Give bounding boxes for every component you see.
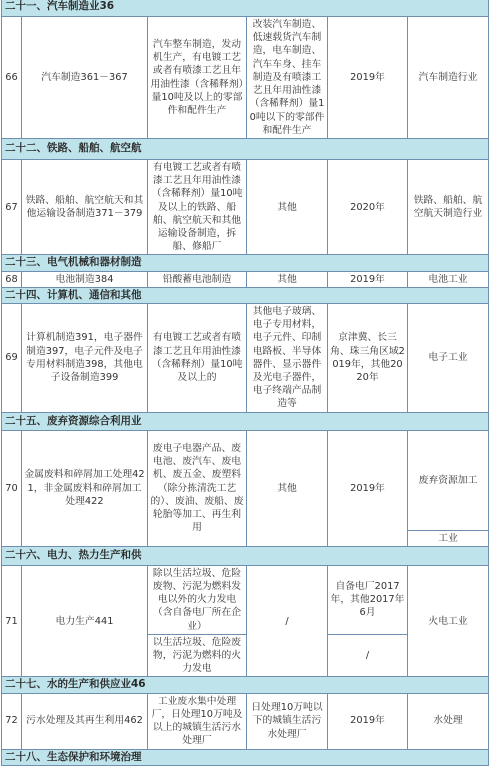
technical-spec-cell: 铁路、船舶、航空航天制造行业 xyxy=(408,160,489,255)
industry-cell: 电力生产441 xyxy=(22,565,148,677)
table-row xyxy=(2,160,489,255)
section-title: 二十四、计算机、通信和其他 xyxy=(2,287,489,303)
section-title: 二十六、电力、热力生产和供 xyxy=(2,546,489,565)
simplified-management-cell: 日处理10万吨以下的城镇生活污水处理厂 xyxy=(247,693,328,749)
section-row xyxy=(2,412,489,430)
section-row xyxy=(2,546,489,565)
deadline-cell: 2019年 xyxy=(328,430,408,546)
deadline-cell: / xyxy=(328,634,408,677)
simplified-management-cell: 其他 xyxy=(247,271,328,287)
section-title: 二十五、废弃资源综合利用业 xyxy=(2,412,489,430)
table-row xyxy=(2,271,489,287)
section-row xyxy=(2,677,489,693)
section-row xyxy=(2,287,489,303)
permit-table xyxy=(1,0,489,766)
technical-spec-cell-continued: 工业 xyxy=(408,530,489,546)
row-number: 70 xyxy=(2,430,22,546)
technical-spec-cell: 水处理 xyxy=(408,693,489,749)
row-number: 72 xyxy=(2,693,22,749)
industry-cell: 铁路、船舶、航空航天和其他运输设备制造371－379 xyxy=(22,160,148,255)
simplified-management-cell: 其他 xyxy=(247,160,328,255)
section-row xyxy=(2,139,489,160)
technical-spec-cell: 电池工业 xyxy=(408,271,489,287)
table-row xyxy=(2,304,489,413)
section-title: 二十二、铁路、船舶、航空航 xyxy=(2,139,489,160)
industry-cell: 计算机制造391，电子器件制造397，电子元件及电子专用材料制造398，其他电子设备制造399 xyxy=(22,304,148,413)
key-management-cell: 有电镀工艺或者有喷漆工艺且年用油性漆（含稀释剂）量10吨及以上的铁路、船舶、航空航天和其他运输设备制造，拆船、修船厂 xyxy=(148,160,247,255)
section-title: 二十三、电气机械和器材制造 xyxy=(2,255,489,271)
key-management-cell: 除以生活垃圾、危险废物、污泥为燃料发电以外的火力发电（含自备电厂所在企业） xyxy=(148,565,247,634)
technical-spec-cell: 火电工业 xyxy=(408,565,489,677)
key-management-cell: 废电子电器产品、废电池、废汽车、废电机、废五金、废塑料（除分拣清洗工艺的）、废油、废船、废轮胎等加工、再生利用 xyxy=(148,430,247,546)
section-row xyxy=(2,749,489,765)
row-number: 69 xyxy=(2,304,22,413)
industry-cell: 电池制造384 xyxy=(22,271,148,287)
row-number: 67 xyxy=(2,160,22,255)
industry-cell: 金属废料和碎屑加工处理421，非金属废料和碎屑加工处理422 xyxy=(22,430,148,546)
row-number: 71 xyxy=(2,565,22,677)
section-row xyxy=(2,0,489,17)
deadline-cell: 京津冀、长三角、珠三角区域2019年，其他2020年 xyxy=(328,304,408,413)
row-number: 66 xyxy=(2,17,22,139)
industry-cell: 汽车制造361－367 xyxy=(22,17,148,139)
simplified-management-cell: 其他电子玻璃、电子专用材料，电子元件、印制电路板、半导体器件、显示器件及光电子器件，电子终端产品制造等 xyxy=(247,304,328,413)
key-management-cell: 有电镀工艺或者有喷漆工艺且年用油性漆（含稀释剂）量10吨及以上的 xyxy=(148,304,247,413)
key-management-cell: 铅酸蓄电池制造 xyxy=(148,271,247,287)
technical-spec-cell: 汽车制造行业 xyxy=(408,17,489,139)
table-row xyxy=(2,693,489,749)
section-title: 二十七、水的生产和供应业46 xyxy=(2,677,489,693)
key-management-cell: 工业废水集中处理厂，日处理10万吨及以上的城镇生活污水处理厂 xyxy=(148,693,247,749)
technical-spec-cell: 电子工业 xyxy=(408,304,489,413)
deadline-cell: 2019年 xyxy=(328,271,408,287)
table-row xyxy=(2,17,489,139)
row-number: 68 xyxy=(2,271,22,287)
industry-cell: 污水处理及其再生利用462 xyxy=(22,693,148,749)
key-management-cell: 以生活垃圾、危险废物，污泥为燃料的火力发电 xyxy=(148,634,247,677)
table-row xyxy=(2,565,489,634)
deadline-cell: 自备电厂2017年，其他2017年6月 xyxy=(328,565,408,634)
deadline-cell: 2019年 xyxy=(328,17,408,139)
technical-spec-cell: 废弃资源加工 xyxy=(408,430,489,530)
simplified-management-cell: / xyxy=(247,565,328,677)
key-management-cell: 汽车整车制造，发动机生产，有电镀工艺或者有喷漆工艺且年用油性漆（含稀释剂）量10吨及以上的零部件和配件生产 xyxy=(148,17,247,139)
section-title: 二十八、生态保护和环境治理 xyxy=(2,749,489,765)
section-title: 二十一、汽车制造业36 xyxy=(2,0,489,17)
simplified-management-cell: 改装汽车制造、低速载货汽车制造，电车制造、汽车车身、挂车制造及有喷漆工艺且年用油性漆（含稀释剂）量10吨以下的零部件和配件生产 xyxy=(247,17,328,139)
section-row xyxy=(2,255,489,271)
deadline-cell: 2020年 xyxy=(328,160,408,255)
table-row xyxy=(2,430,489,530)
deadline-cell: 2019年 xyxy=(328,693,408,749)
simplified-management-cell: 其他 xyxy=(247,430,328,546)
